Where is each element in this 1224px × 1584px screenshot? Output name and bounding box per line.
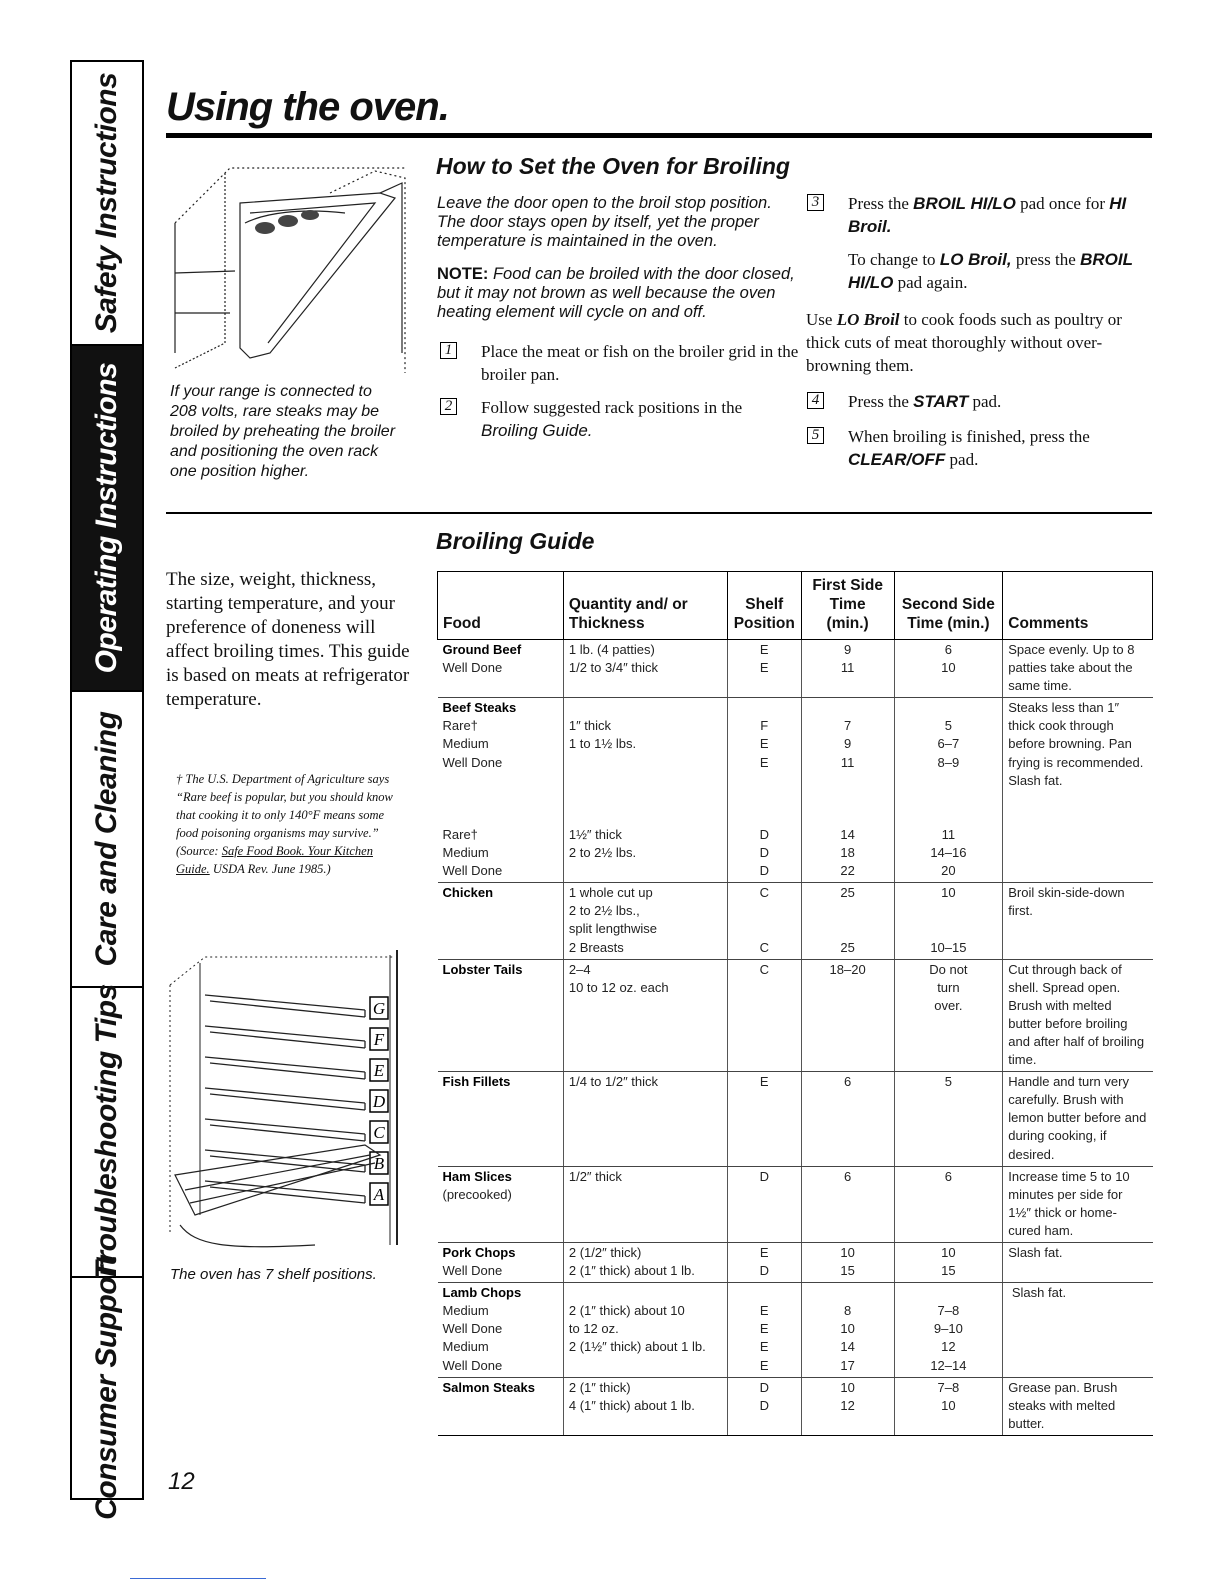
cell-line: 10 bbox=[840, 1379, 855, 1395]
tab-consumer-support[interactable] bbox=[72, 1256, 142, 1520]
table-cell-second bbox=[894, 1377, 1003, 1435]
comment-text: Slash fat. bbox=[1008, 1285, 1067, 1301]
shelf-slot bbox=[205, 1088, 365, 1110]
cell-line: 1 lb. (4 patties) bbox=[568, 642, 655, 657]
comment-text: Steaks less than 1″ thick cook through before browning. Pan frying is recommended. Slash fat. bbox=[1008, 700, 1144, 788]
cell-line: Medium bbox=[442, 736, 489, 752]
cell-line: 10 bbox=[941, 660, 956, 676]
cell-line bbox=[807, 699, 889, 717]
cell-line bbox=[443, 808, 558, 826]
cell-line: E bbox=[759, 1245, 769, 1260]
lo-broil-key: LO Broil, bbox=[939, 250, 1012, 269]
cell-line: Salmon Steaks bbox=[442, 1379, 535, 1395]
table-cell-food bbox=[438, 1166, 564, 1242]
cell-line: 12 bbox=[840, 1397, 855, 1413]
broil-hilo-key: BROIL HI/LO bbox=[848, 250, 1133, 292]
step-text: pad once for bbox=[1015, 194, 1110, 213]
table-cell-comments bbox=[1003, 1166, 1153, 1242]
guide-intro-paragraph: The size, weight, thickness, starting temperature, and your preference of doneness will affect broiling times. This guide is based on meats at refrigerator temperature. bbox=[166, 569, 410, 710]
cell-line bbox=[900, 920, 998, 938]
table-cell-first bbox=[801, 959, 894, 1072]
cell-line: Medium bbox=[442, 845, 489, 861]
cell-line: 15 bbox=[941, 1263, 956, 1279]
cell-line: Chicken bbox=[442, 885, 494, 901]
table-cell-comments bbox=[1003, 1243, 1153, 1283]
usda-footnote bbox=[176, 770, 406, 878]
cell-line: 15 bbox=[840, 1263, 855, 1279]
cell-line bbox=[807, 902, 889, 920]
cell-line bbox=[807, 772, 889, 790]
cell-line: Rare† bbox=[442, 826, 478, 842]
cell-line: 25 bbox=[840, 885, 855, 901]
cell-line bbox=[733, 902, 796, 920]
step-3 bbox=[807, 192, 1152, 294]
table-row bbox=[438, 883, 1153, 959]
step-text: pad again. bbox=[893, 273, 968, 292]
cell-line: 6 bbox=[944, 642, 952, 657]
cell-line: 1½″ thick bbox=[568, 826, 622, 842]
cell-line bbox=[807, 808, 889, 826]
table-cell-comments bbox=[1003, 1377, 1153, 1435]
cell-line: Well Done bbox=[442, 754, 503, 770]
table-cell-qty bbox=[563, 1243, 727, 1283]
table-cell-food bbox=[438, 959, 564, 1072]
step-number: 3 bbox=[807, 194, 824, 211]
cell-line bbox=[443, 939, 558, 957]
shelf-label: F bbox=[373, 1030, 385, 1049]
cell-line: 2 (1″ thick) about 1 lb. bbox=[568, 1263, 695, 1279]
cell-line: D bbox=[759, 845, 769, 861]
side-tab-bar bbox=[70, 60, 144, 1520]
cell-line bbox=[900, 902, 998, 920]
cell-line: Beef Steaks bbox=[442, 700, 517, 716]
table-cell-food bbox=[438, 1072, 564, 1166]
bottom-link-line bbox=[130, 1578, 266, 1579]
table-row bbox=[438, 1283, 1153, 1377]
cell-line: 6 bbox=[844, 1074, 852, 1090]
shelf-label: A bbox=[373, 1185, 385, 1204]
note-text: Food can be broiled with the door closed, but it may not brown as well because the oven heating element will cycle on and off. bbox=[437, 265, 795, 321]
cell-line: turn bbox=[937, 979, 960, 995]
cell-line: 1/2″ thick bbox=[568, 1168, 622, 1184]
step-text: Press the bbox=[848, 392, 914, 411]
shelf-label: G bbox=[372, 999, 386, 1018]
tab-label: Care and Cleaning bbox=[90, 711, 123, 967]
table-cell-shelf bbox=[727, 1377, 801, 1435]
shelf-slot bbox=[205, 1026, 365, 1048]
cell-line bbox=[443, 772, 558, 790]
column-header: Shelf Position bbox=[727, 572, 801, 640]
cell-line: 14 bbox=[840, 826, 855, 842]
cell-line: 10 bbox=[941, 885, 956, 901]
cell-line: 12 bbox=[941, 1339, 956, 1355]
lo-broil-usage bbox=[806, 308, 1152, 377]
cell-line: E bbox=[759, 660, 769, 676]
footnote-source: Safe Food Book. Your Kitchen Guide. bbox=[176, 844, 373, 876]
cell-line bbox=[900, 1284, 998, 1302]
cell-line: 10 bbox=[840, 1321, 855, 1337]
cell-line bbox=[443, 790, 558, 808]
cell-line bbox=[733, 699, 796, 717]
cell-line bbox=[569, 1284, 722, 1302]
cell-line bbox=[569, 808, 722, 826]
cell-line: to 12 oz. bbox=[568, 1321, 619, 1337]
table-cell-food bbox=[438, 1377, 564, 1435]
cell-line: D bbox=[759, 1379, 769, 1395]
cell-line: Do not bbox=[929, 961, 968, 977]
cell-line: Medium bbox=[442, 1303, 489, 1319]
cell-line: 7 bbox=[844, 718, 852, 734]
cell-line: 10 to 12 oz. each bbox=[568, 979, 669, 995]
broiling-guide-table bbox=[437, 571, 1153, 1436]
table-cell-second bbox=[894, 1283, 1003, 1377]
step-number: 5 bbox=[807, 427, 824, 444]
step-4 bbox=[807, 390, 1152, 413]
cell-line: E bbox=[759, 1303, 769, 1319]
cell-line: 12–14 bbox=[930, 1357, 967, 1373]
cell-line: 1″ thick bbox=[568, 718, 612, 734]
cell-line: 11 bbox=[840, 660, 855, 676]
usage-text: to cook foods such as poultry or thick cuts of meat thoroughly without over-browning them. bbox=[806, 310, 1122, 375]
table-header-row bbox=[438, 572, 1153, 640]
table-cell-first bbox=[801, 1243, 894, 1283]
cell-line bbox=[733, 772, 796, 790]
comment-text: Broil skin-side-down first. bbox=[1008, 885, 1125, 919]
cell-line: 2 (1″ thick) bbox=[568, 1379, 631, 1395]
cell-line bbox=[900, 790, 998, 808]
table-row bbox=[438, 1377, 1153, 1435]
comment-text: Increase time 5 to 10 minutes per side for 1½″ thick or home-cured ham. bbox=[1008, 1168, 1130, 1238]
cell-line: Well Done bbox=[442, 1321, 503, 1337]
broiling-heading: How to Set the Oven for Broiling bbox=[436, 153, 790, 179]
cell-line: 9 bbox=[844, 736, 852, 752]
table-cell-shelf bbox=[727, 959, 801, 1072]
table-cell-second bbox=[894, 1166, 1003, 1242]
tab-label: Consumer Support bbox=[90, 1256, 123, 1520]
hi-broil-key: HI Broil. bbox=[848, 194, 1127, 236]
table-row bbox=[438, 1166, 1153, 1242]
cell-line: D bbox=[759, 1263, 769, 1279]
cell-line bbox=[733, 1284, 796, 1302]
table-cell-first bbox=[801, 1283, 894, 1377]
cell-line: C bbox=[759, 961, 769, 977]
footnote-text: USDA Rev. June 1985.) bbox=[209, 862, 331, 876]
cell-line: E bbox=[759, 1357, 769, 1373]
table-cell-shelf bbox=[727, 1166, 801, 1242]
tab-label: Troubleshooting Tips bbox=[90, 984, 123, 1280]
table-cell-shelf bbox=[727, 883, 801, 959]
cell-line bbox=[443, 920, 558, 938]
column-header: Second Side Time (min.) bbox=[894, 572, 1003, 640]
cell-line: E bbox=[759, 1074, 769, 1090]
cell-line bbox=[733, 790, 796, 808]
step-5 bbox=[807, 425, 1152, 471]
page-number: 12 bbox=[168, 1468, 195, 1495]
column-header: Comments bbox=[1003, 572, 1153, 640]
table-cell-comments bbox=[1003, 959, 1153, 1072]
cell-line: 4 (1″ thick) about 1 lb. bbox=[568, 1397, 695, 1413]
tab-care-and-cleaning[interactable] bbox=[72, 692, 142, 988]
cell-line: Ground Beef bbox=[442, 642, 522, 657]
title-rule bbox=[166, 133, 1152, 138]
step-number: 2 bbox=[440, 398, 457, 415]
cell-line: E bbox=[759, 1339, 769, 1355]
cell-line: 25 bbox=[840, 939, 855, 955]
section-rule bbox=[166, 512, 1152, 514]
cell-line: 10 bbox=[941, 1245, 956, 1260]
table-cell-shelf bbox=[727, 1283, 801, 1377]
broil-hilo-key: BROIL HI/LO bbox=[913, 194, 1016, 213]
cell-line bbox=[569, 790, 722, 808]
table-cell-comments bbox=[1003, 1283, 1153, 1377]
table-cell-second bbox=[894, 640, 1003, 698]
shelf-slot bbox=[205, 1181, 365, 1203]
cell-line: E bbox=[759, 736, 769, 752]
cell-line: 11 bbox=[840, 754, 855, 770]
cell-line bbox=[733, 808, 796, 826]
step-text: Press the bbox=[848, 194, 914, 213]
oven-door-open-illustration bbox=[170, 153, 410, 378]
cell-line: Well Done bbox=[442, 1357, 503, 1373]
shelf-slot bbox=[205, 1119, 365, 1141]
broiling-note bbox=[437, 265, 797, 322]
cell-line: Ham Slices bbox=[442, 1168, 512, 1184]
cell-line: D bbox=[759, 863, 769, 879]
cell-line: Well Done bbox=[442, 660, 503, 676]
cell-line: E bbox=[759, 1321, 769, 1337]
cell-line: 18–20 bbox=[829, 961, 866, 977]
cell-line: Medium bbox=[442, 1339, 489, 1355]
table-cell-qty bbox=[563, 959, 727, 1072]
table-cell-food bbox=[438, 1243, 564, 1283]
step-text: Follow suggested rack positions in the bbox=[481, 398, 743, 417]
cell-line: 2 Breasts bbox=[568, 939, 624, 955]
broiling-guide-heading: Broiling Guide bbox=[436, 528, 595, 554]
cell-line: 20 bbox=[941, 863, 956, 879]
step-text: pad. bbox=[968, 392, 1002, 411]
cell-line: 8 bbox=[844, 1303, 852, 1319]
table-cell-qty bbox=[563, 1377, 727, 1435]
cell-line bbox=[900, 699, 998, 717]
cell-line: 5 bbox=[944, 1074, 952, 1090]
lo-broil-key: LO Broil bbox=[836, 310, 900, 329]
table-cell-qty bbox=[563, 1283, 727, 1377]
usage-text: Use bbox=[806, 310, 837, 329]
cell-line bbox=[443, 902, 558, 920]
cell-line: 10–15 bbox=[930, 939, 967, 955]
cell-line: D bbox=[759, 1168, 769, 1184]
table-row bbox=[438, 1072, 1153, 1166]
step-text: Place the meat or fish on the broiler grid in the broiler pan. bbox=[481, 342, 799, 384]
cell-line: 17 bbox=[840, 1357, 855, 1373]
cell-line: D bbox=[759, 826, 769, 842]
cell-line: 14–16 bbox=[930, 845, 967, 861]
comment-text: Slash fat. bbox=[1008, 1245, 1063, 1260]
comment-text: Space evenly. Up to 8 patties take about the same time. bbox=[1008, 642, 1135, 694]
cell-line: 6 bbox=[944, 1168, 952, 1184]
step-number: 4 bbox=[807, 392, 824, 409]
table-cell-second bbox=[894, 883, 1003, 959]
start-key: START bbox=[913, 392, 969, 411]
cell-line: 11 bbox=[941, 826, 956, 842]
cell-line bbox=[900, 772, 998, 790]
cell-line: 1 to 1½ lbs. bbox=[568, 736, 637, 752]
cell-line: Fish Fillets bbox=[442, 1074, 511, 1090]
cell-line: 6 bbox=[844, 1168, 852, 1184]
table-cell-qty bbox=[563, 883, 727, 959]
shelf-label: B bbox=[373, 1154, 385, 1173]
step-1 bbox=[440, 340, 800, 386]
column-header: First Side Time (min.) bbox=[801, 572, 894, 640]
cell-line: Rare† bbox=[442, 718, 478, 734]
cell-line: Pork Chops bbox=[442, 1245, 516, 1260]
cell-line bbox=[807, 1284, 889, 1302]
cell-line: E bbox=[759, 642, 769, 657]
cell-line bbox=[569, 1357, 722, 1375]
tab-troubleshooting-tips[interactable] bbox=[72, 984, 142, 1280]
table-row bbox=[438, 698, 1153, 883]
cell-line: 2 (1/2″ thick) bbox=[568, 1245, 642, 1260]
cell-line: split lengthwise bbox=[568, 921, 658, 937]
broiling-intro: Leave the door open to the broil stop position. The door stays open by itself, yet the proper temperature is maintained in the oven. bbox=[437, 194, 772, 250]
table-cell-food bbox=[438, 883, 564, 959]
cell-line: D bbox=[759, 1397, 769, 1413]
shelf-label: D bbox=[372, 1092, 386, 1111]
broiling-guide-reference: Broiling Guide. bbox=[481, 421, 593, 440]
comment-text: Handle and turn very carefully. Brush with lemon butter before and during cooking, if desired. bbox=[1008, 1074, 1147, 1162]
table-row bbox=[438, 959, 1153, 1072]
table-cell-food bbox=[438, 698, 564, 883]
cell-line: 9–10 bbox=[933, 1321, 963, 1337]
step-2 bbox=[440, 396, 800, 442]
table-cell-first bbox=[801, 1072, 894, 1166]
table-cell-shelf bbox=[727, 640, 801, 698]
table-cell-food bbox=[438, 1283, 564, 1377]
cell-line bbox=[569, 772, 722, 790]
cell-line: 22 bbox=[840, 863, 855, 879]
cell-line: 5 bbox=[944, 718, 952, 734]
cell-line: Lobster Tails bbox=[442, 961, 523, 977]
cell-line bbox=[807, 790, 889, 808]
comment-text: Grease pan. Brush steaks with melted butter. bbox=[1008, 1379, 1118, 1431]
table-cell-shelf bbox=[727, 1072, 801, 1166]
step-text: To change to bbox=[848, 250, 940, 269]
shelf-slot bbox=[205, 995, 365, 1017]
table-cell-comments bbox=[1003, 640, 1153, 698]
cell-line: 10 bbox=[840, 1245, 855, 1260]
cell-line: 1/4 to 1/2″ thick bbox=[568, 1074, 659, 1090]
cell-line: 14 bbox=[840, 1339, 855, 1355]
table-cell-first bbox=[801, 640, 894, 698]
table-row bbox=[438, 640, 1153, 698]
table-cell-comments bbox=[1003, 698, 1153, 883]
cell-line: over. bbox=[934, 997, 963, 1013]
cell-line: 9 bbox=[844, 642, 852, 657]
cell-line: 2 (1″ thick) about 10 bbox=[568, 1303, 685, 1319]
shelf-label: C bbox=[373, 1123, 385, 1142]
footnote-text: † The U.S. Department of Agriculture says “Rare beef is popular, but you should know that cooking it to only 140°F means some food poisoning organisms may survive.” (Source: bbox=[176, 772, 393, 858]
table-cell-first bbox=[801, 698, 894, 883]
cell-line: 10 bbox=[941, 1397, 956, 1413]
cell-line: 18 bbox=[840, 845, 855, 861]
cell-line: E bbox=[759, 754, 769, 770]
tab-label: Operating Instructions bbox=[90, 362, 123, 674]
table-cell-qty bbox=[563, 1166, 727, 1242]
note-label: NOTE: bbox=[437, 265, 489, 283]
cell-line: (precooked) bbox=[442, 1186, 512, 1202]
cell-line: 2 to 2½ lbs. bbox=[568, 845, 637, 861]
table-cell-second bbox=[894, 959, 1003, 1072]
step-text: press the bbox=[1011, 250, 1081, 269]
page-title: Using the oven. bbox=[166, 85, 449, 129]
tab-safety-instructions[interactable] bbox=[72, 62, 142, 346]
table-cell-second bbox=[894, 1243, 1003, 1283]
table-row bbox=[438, 1243, 1153, 1283]
shelf-slot bbox=[205, 1057, 365, 1079]
cell-line: Well Done bbox=[442, 863, 503, 879]
cell-line: 2 (1½″ thick) about 1 lb. bbox=[568, 1339, 706, 1355]
cell-line bbox=[807, 920, 889, 938]
cell-line: C bbox=[759, 885, 769, 901]
cell-line bbox=[569, 754, 722, 772]
oven-caption: If your range is connected to 208 volts, rare steaks may be broiled by preheating the broiler and positioning the oven rack one position higher. bbox=[170, 383, 396, 480]
clear-off-key: CLEAR/OFF bbox=[848, 450, 946, 469]
table-cell-shelf bbox=[727, 1243, 801, 1283]
table-cell-first bbox=[801, 883, 894, 959]
step-number: 1 bbox=[440, 342, 457, 359]
cell-line: 1 whole cut up bbox=[568, 885, 653, 901]
cell-line: 1/2 to 3/4″ thick bbox=[568, 660, 659, 676]
cell-line bbox=[900, 808, 998, 826]
cell-line: 7–8 bbox=[937, 1303, 960, 1319]
table-cell-qty bbox=[563, 640, 727, 698]
column-header: Food bbox=[438, 572, 564, 640]
comment-text: Cut through back of shell. Spread open. Brush with melted butter before broiling and after half of broiling time. bbox=[1008, 961, 1145, 1068]
cell-line bbox=[569, 862, 722, 880]
cell-line: 2 to 2½ lbs., bbox=[568, 903, 640, 919]
cell-line: Well Done bbox=[442, 1263, 503, 1279]
table-cell-second bbox=[894, 698, 1003, 883]
oven-rack-positions-illustration bbox=[165, 945, 405, 1250]
table-cell-food bbox=[438, 640, 564, 698]
cell-line: 7–8 bbox=[937, 1379, 960, 1395]
cell-line: Lamb Chops bbox=[442, 1285, 522, 1301]
column-header: Quantity and/ or Thickness bbox=[563, 572, 727, 640]
cell-line: C bbox=[759, 939, 769, 955]
cell-line: 8–9 bbox=[937, 754, 960, 770]
rack-caption: The oven has 7 shelf positions. bbox=[170, 1266, 377, 1283]
cell-line bbox=[569, 699, 722, 717]
table-cell-qty bbox=[563, 698, 727, 883]
table-cell-first bbox=[801, 1166, 894, 1242]
cell-line bbox=[733, 920, 796, 938]
cell-line: 2–4 bbox=[568, 961, 591, 977]
tab-operating-instructions[interactable] bbox=[72, 346, 142, 692]
table-cell-shelf bbox=[727, 698, 801, 883]
cell-line: 6–7 bbox=[937, 736, 960, 752]
tab-label: Safety Instructions bbox=[90, 72, 123, 334]
shelf-label: E bbox=[373, 1061, 385, 1080]
table-cell-comments bbox=[1003, 1072, 1153, 1166]
table-cell-first bbox=[801, 1377, 894, 1435]
step-text: pad. bbox=[945, 450, 979, 469]
table-cell-comments bbox=[1003, 883, 1153, 959]
step-text: When broiling is finished, press the bbox=[848, 427, 1090, 446]
table-cell-qty bbox=[563, 1072, 727, 1166]
table-cell-second bbox=[894, 1072, 1003, 1166]
cell-line: F bbox=[760, 718, 769, 734]
